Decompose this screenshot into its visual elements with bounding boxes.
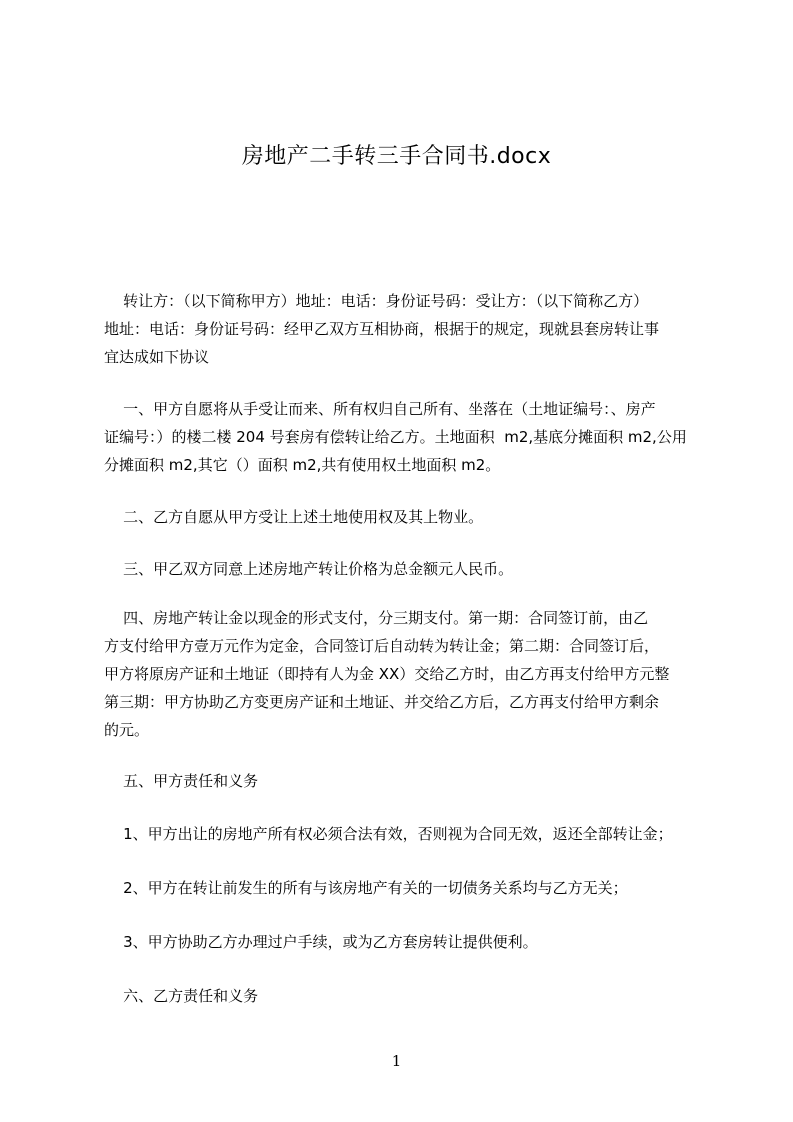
clause-3-line: 三、甲乙双方同意上述房地产转让价格为总金额元人民币。 [104, 560, 514, 578]
clause-4-line: 第三期：甲方协助乙方变更房产证和土地证、并交给乙方后，乙方再支付给甲方剩余 [104, 693, 660, 711]
clause-5-heading-text: 五、甲方责任和义务 [104, 772, 259, 790]
intro-line: 转让方：（以下简称甲方）地址：电话：身份证号码：受让方：（以下简称乙方） [104, 292, 649, 310]
clause-4-line: 四、房地产转让金以现金的形式支付，分三期支付。第一期：合同签订前，由乙 [104, 609, 649, 627]
clause-2-line: 二、乙方自愿从甲方受让上述土地使用权及其上物业。 [104, 508, 484, 526]
clause-4-line: 甲方将原房产证和土地证（即持有人为金 XX）交给乙方时，由乙方再支付给甲方元整 [104, 665, 670, 683]
clause-1-line: 一、甲方自愿将从手受让而来、所有权归自己所有、坐落在（土地证编号：、房产 [104, 400, 656, 418]
clause-5-heading [104, 767, 724, 795]
document-title: 房地产二手转三手合同书.docx [241, 144, 552, 169]
clause-5-item-3 [104, 928, 724, 956]
clause-5-item-3-text: 3、甲方协助乙方办理过户手续，或为乙方套房转让提供便利。 [104, 933, 538, 951]
clause-1-line: 证编号：）的楼二楼 204 号套房有偿转让给乙方。土地面积 m2,基底分摊面积 m2,公用 [104, 428, 687, 446]
clause-4-line: 的元。 [104, 721, 150, 739]
clause-2-paragraph [104, 503, 724, 531]
clause-5-item-2-text: 2、甲方在转让前发生的所有与该房地产有关的一切债务关系均与乙方无关； [104, 879, 628, 897]
clause-5-item-1-text: 1、甲方出让的房地产所有权必须合法有效，否则视为合同无效，返还全部转让金； [104, 825, 673, 843]
page-number: 1 [391, 1052, 402, 1070]
clause-1-line: 分摊面积 m2,其它（）面积 m2,共有使用权土地面积 m2。 [104, 456, 501, 474]
intro-line: 地址：电话：身份证号码：经甲乙双方互相协商，根据于的规定，现就县套房转让事 [104, 320, 660, 338]
clause-3-paragraph [104, 555, 724, 583]
intro-line: 宜达成如下协议 [104, 348, 210, 366]
clause-4-line: 方支付给甲方壹万元作为定金，合同签订后自动转为转让金；第二期：合同签订后， [104, 637, 660, 655]
clause-6-heading-text: 六、乙方责任和义务 [104, 987, 259, 1005]
intro-paragraph [104, 287, 724, 371]
clause-1-paragraph [104, 395, 724, 479]
clause-5-item-2 [104, 874, 724, 902]
clause-4-paragraph [104, 604, 724, 744]
clause-5-item-1 [104, 820, 724, 848]
clause-6-heading [104, 982, 724, 1010]
